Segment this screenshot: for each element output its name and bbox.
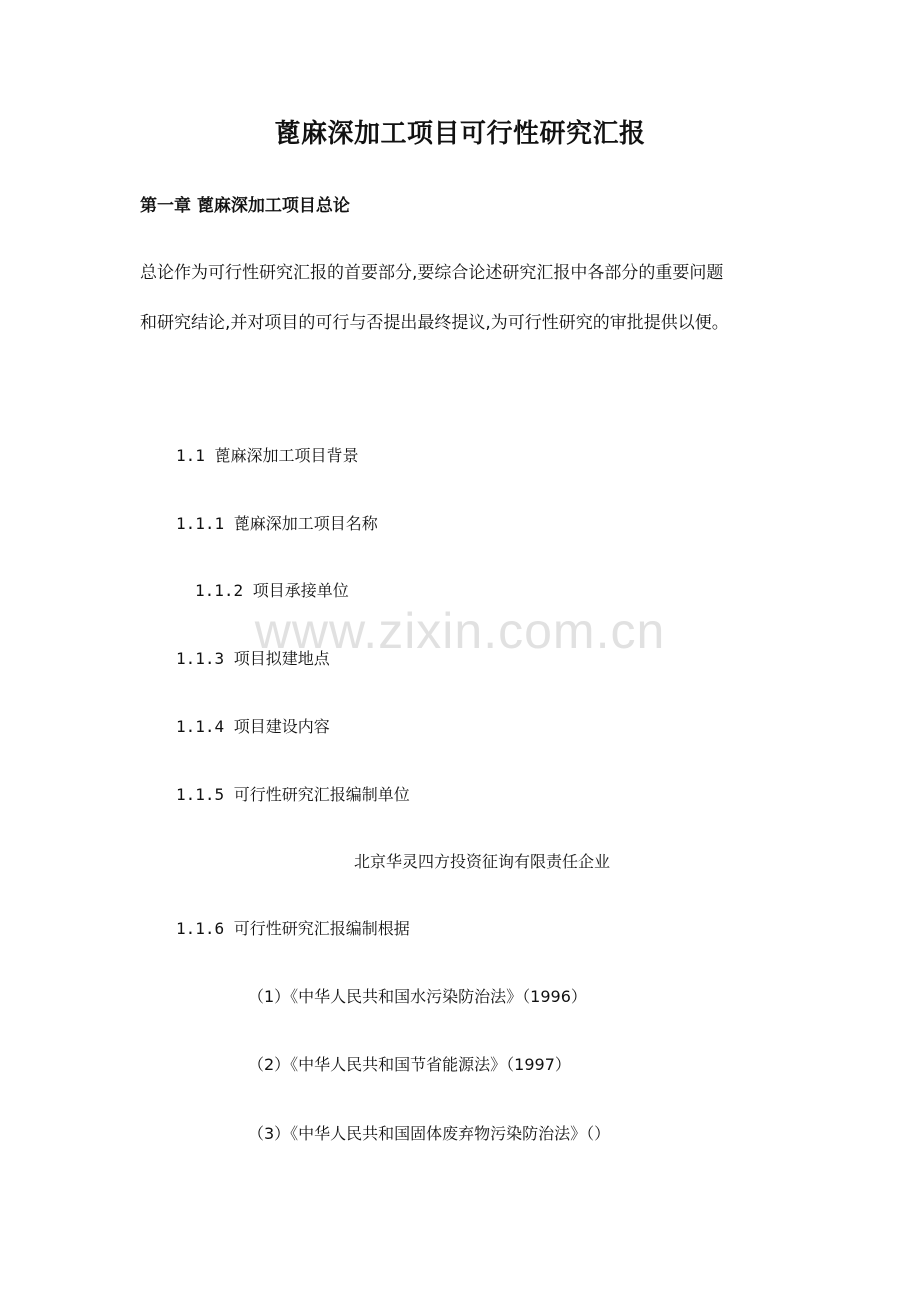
section-1-1-6: 1.1.6 可行性研究汇报编制根据 — [176, 919, 410, 938]
compiling-company: 北京华灵四方投资征询有限责任企业 — [353, 852, 610, 871]
intro-paragraph-line-2: 和研究结论,并对项目的可行与否提出最终提议,为可行性研究的审批提供以便。 — [140, 313, 729, 333]
chapter-heading: 第一章 蓖麻深加工项目总论 — [140, 196, 350, 216]
document-title: 蓖麻深加工项目可行性研究汇报 — [274, 119, 646, 149]
section-1-1-5: 1.1.5 可行性研究汇报编制单位 — [176, 785, 410, 804]
watermark: www.zixin.com.cn — [254, 603, 666, 659]
section-1-1-2: 1.1.2 项目承接单位 — [195, 581, 349, 600]
section-1-1-1: 1.1.1 蓖麻深加工项目名称 — [176, 514, 378, 533]
reference-item-3: （3）《中华人民共和国固体废弃物污染防治法》（） — [248, 1124, 611, 1143]
reference-item-2: （2）《中华人民共和国节省能源法》（1997） — [248, 1055, 571, 1074]
section-1-1: 1.1 蓖麻深加工项目背景 — [176, 446, 359, 465]
section-1-1-4: 1.1.4 项目建设内容 — [176, 717, 330, 736]
section-1-1-3: 1.1.3 项目拟建地点 — [176, 649, 330, 668]
reference-item-1: （1）《中华人民共和国水污染防治法》（1996） — [248, 987, 587, 1006]
intro-paragraph-line-1: 总论作为可行性研究汇报的首要部分,要综合论述研究汇报中各部分的重要问题 — [140, 263, 724, 283]
